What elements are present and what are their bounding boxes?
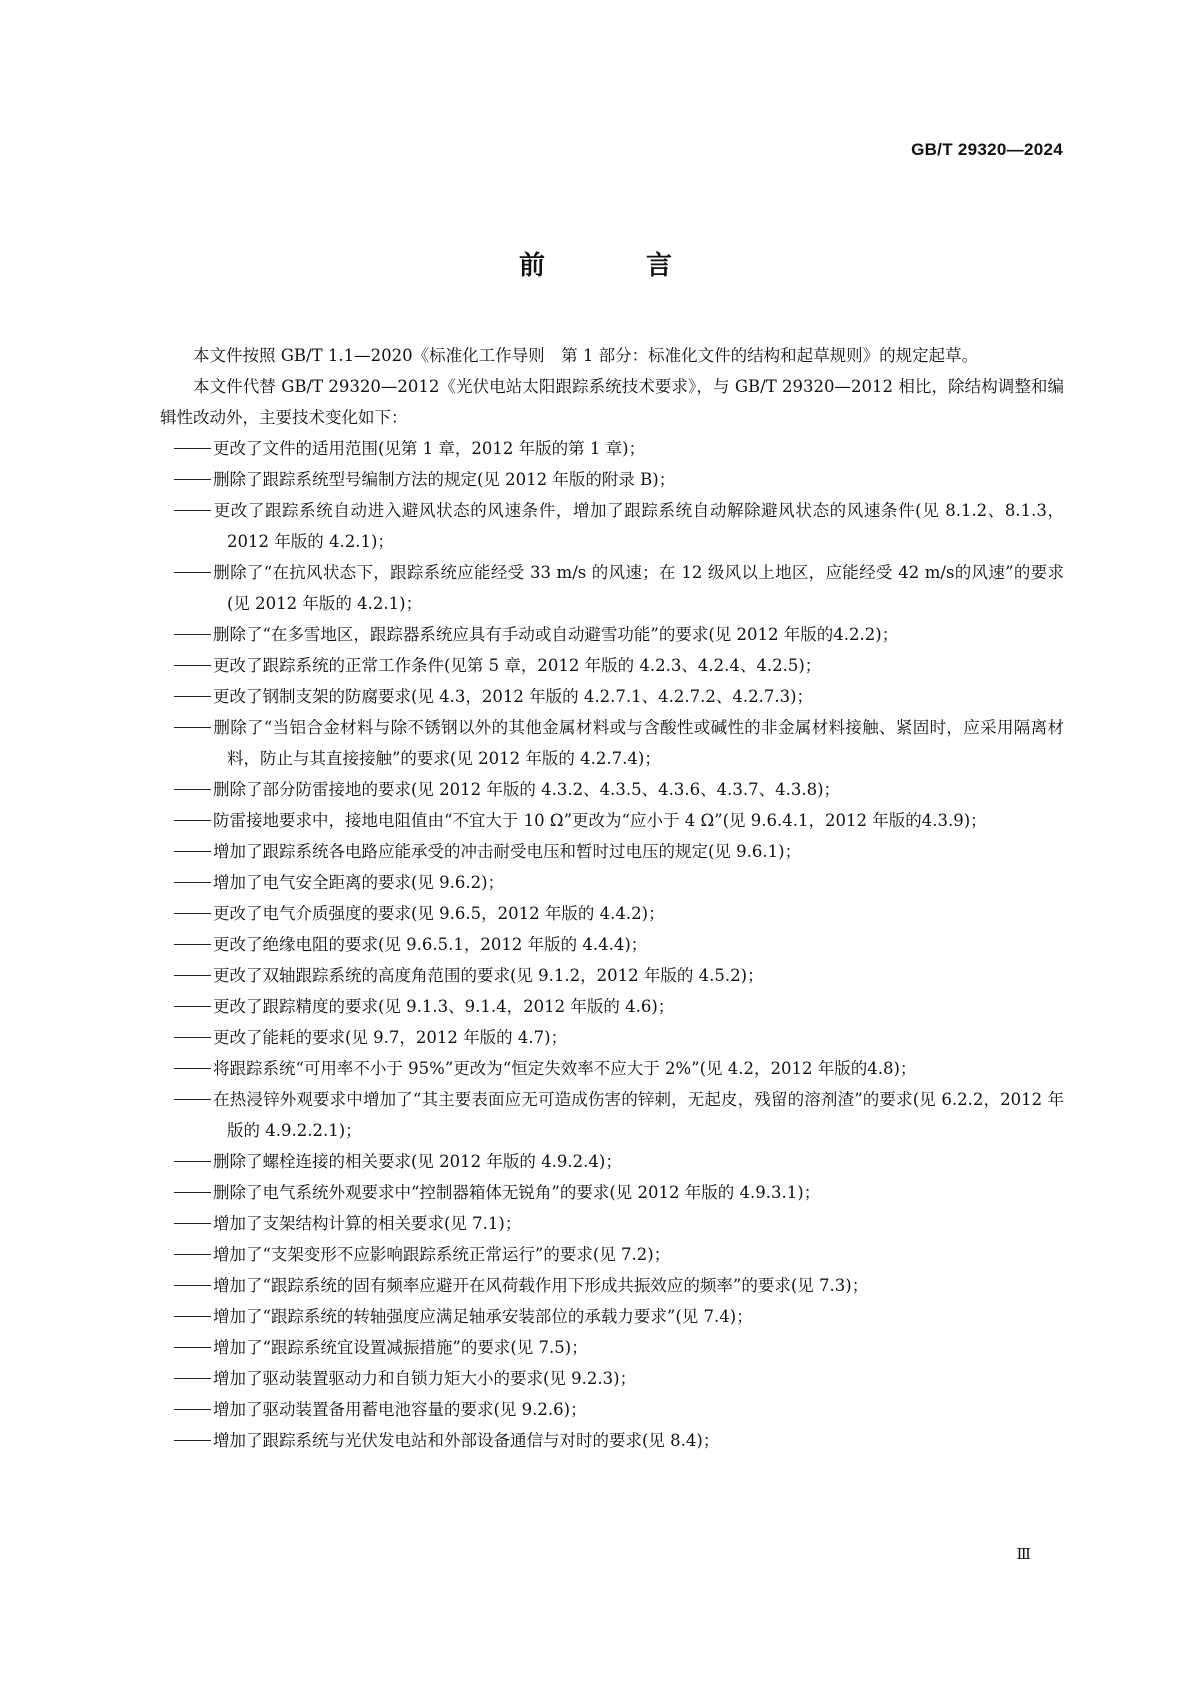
list-item-text: 更改了能耗的要求(见 9.7，2012 年版的 4.7)； xyxy=(213,1028,568,1047)
list-item-text: 增加了电气安全距离的要求(见 9.6.2)； xyxy=(213,873,505,892)
em-dash-marker xyxy=(174,1161,211,1162)
list-item-text: 增加了“跟踪系统的固有频率应避开在风荷载作用下形成共振效应的频率”的要求(见 7.3)； xyxy=(213,1276,869,1295)
list-item xyxy=(160,1394,1064,1425)
list-item-text: 删除了“在抗风状态下，跟踪系统应能经受 33 m/s 的风速；在 12 级风以上地区，应能经受 42 m/s的风速”的要求(见 2012 年版的 4.2.1)； xyxy=(213,563,1064,613)
em-dash-marker xyxy=(174,913,211,914)
list-item xyxy=(160,774,1064,805)
list-item xyxy=(160,960,1064,991)
em-dash-marker xyxy=(174,1440,211,1441)
list-item xyxy=(160,1239,1064,1270)
list-item-text: 更改了双轴跟踪系统的高度角范围的要求(见 9.1.2，2012 年版的 4.5.2)； xyxy=(213,966,764,985)
list-item-text: 更改了绝缘电阻的要求(见 9.6.5.1，2012 年版的 4.4.4)； xyxy=(213,935,648,954)
preface-body xyxy=(160,340,1064,1456)
list-item xyxy=(160,1084,1064,1146)
em-dash-marker xyxy=(174,1316,211,1317)
list-item-text: 更改了钢制支架的防腐要求(见 4.3，2012 年版的 4.2.7.1、4.2.7.2、4.2.7.3)； xyxy=(213,687,814,706)
em-dash-marker xyxy=(174,882,211,883)
list-item-text: 删除了螺栓连接的相关要求(见 2012 年版的 4.9.2.4)； xyxy=(213,1152,622,1171)
em-dash-marker xyxy=(174,1099,211,1100)
paragraph-drafting-basis: 本文件按照 GB/T 1.1—2020《标准化工作导则 第 1 部分：标准化文件的结构和起草规则》的规定起草。 xyxy=(193,346,979,365)
list-item-text: 更改了电气介质强度的要求(见 9.6.5，2012 年版的 4.4.2)； xyxy=(213,904,665,923)
em-dash-marker xyxy=(174,1285,211,1286)
em-dash-marker xyxy=(174,851,211,852)
list-item xyxy=(160,898,1064,929)
list-item-text: 更改了跟踪系统自动进入避风状态的风速条件，增加了跟踪系统自动解除避风状态的风速条件(见 8.1.2、8.1.3，2012 年版的 4.2.1)； xyxy=(213,501,1064,551)
page-number: Ⅲ xyxy=(1016,1545,1031,1563)
paragraph-replacement-note: 本文件代替 GB/T 29320—2012《光伏电站太阳跟踪系统技术要求》，与 GB/T 29320—2012 相比，除结构调整和编辑性改动外，主要技术变化如下： xyxy=(160,377,1064,427)
em-dash-marker xyxy=(174,1192,211,1193)
list-item xyxy=(160,991,1064,1022)
em-dash-marker xyxy=(174,448,211,449)
list-item xyxy=(160,681,1064,712)
em-dash-marker xyxy=(174,944,211,945)
list-item-text: 删除了“当铝合金材料与除不锈钢以外的其他金属材料或与含酸性或碱性的非金属材料接触、紧固时，应采用隔离材料，防止与其直接接触”的要求(见 2012 年版的 4.2.7.4)； xyxy=(213,718,1064,768)
list-item xyxy=(160,1022,1064,1053)
list-item-text: 增加了跟踪系统各电路应能承受的冲击耐受电压和暂时过电压的规定(见 9.6.1)； xyxy=(213,842,802,861)
list-item xyxy=(160,1208,1064,1239)
list-item-text: 删除了“在多雪地区，跟踪器系统应具有手动或自动避雪功能”的要求(见 2012 年版的4.2.2)； xyxy=(213,625,899,644)
list-item-text: 将跟踪系统“可用率不小于 95%”更改为“恒定失效率不应大于 2%”(见 4.2，2012 年版的4.8)； xyxy=(213,1059,917,1078)
list-item-text: 更改了文件的适用范围(见第 1 章，2012 年版的第 1 章)； xyxy=(213,439,646,458)
list-item-text: 更改了跟踪精度的要求(见 9.1.3、9.1.4，2012 年版的 4.6)； xyxy=(213,997,675,1016)
list-item-text: 增加了支架结构计算的相关要求(见 7.1)； xyxy=(213,1214,522,1233)
list-item-text: 更改了跟踪系统的正常工作条件(见第 5 章，2012 年版的 4.2.3、4.2.4、4.2.5)； xyxy=(213,656,822,675)
list-item xyxy=(160,495,1064,557)
em-dash-marker xyxy=(174,1254,211,1255)
list-item-text: 在热浸锌外观要求中增加了“其主要表面应无可造成伤害的锌刺，无起皮，残留的溶剂渣”的要求(见 6.2.2，2012 年版的 4.9.2.2.1)； xyxy=(213,1090,1064,1140)
list-item xyxy=(160,650,1064,681)
list-item xyxy=(160,433,1064,464)
list-item xyxy=(160,1270,1064,1301)
em-dash-marker xyxy=(174,479,211,480)
em-dash-marker xyxy=(174,510,211,511)
em-dash-marker xyxy=(174,1409,211,1410)
em-dash-marker xyxy=(174,696,211,697)
list-item xyxy=(160,1332,1064,1363)
em-dash-marker xyxy=(174,975,211,976)
list-item-text: 增加了“跟踪系统的转轴强度应满足轴承安装部位的承载力要求”(见 7.4)； xyxy=(213,1307,753,1326)
list-item-text: 删除了跟踪系统型号编制方法的规定(见 2012 年版的附录 B)； xyxy=(213,470,676,489)
em-dash-marker xyxy=(174,1223,211,1224)
list-item xyxy=(160,557,1064,619)
list-item xyxy=(160,1146,1064,1177)
list-item xyxy=(160,867,1064,898)
list-item-text: 增加了“支架变形不应影响跟踪系统正常运行”的要求(见 7.2)； xyxy=(213,1245,671,1264)
list-item-text: 增加了驱动装置备用蓄电池容量的要求(见 9.2.6)； xyxy=(213,1400,587,1419)
em-dash-marker xyxy=(174,1037,211,1038)
list-item xyxy=(160,1053,1064,1084)
em-dash-marker xyxy=(174,789,211,790)
list-item-text: 增加了跟踪系统与光伏发电站和外部设备通信与对时的要求(见 8.4)； xyxy=(213,1431,720,1450)
list-item xyxy=(160,929,1064,960)
em-dash-marker xyxy=(174,1006,211,1007)
list-item xyxy=(160,805,1064,836)
em-dash-marker xyxy=(174,820,211,821)
em-dash-marker xyxy=(174,1068,211,1069)
list-item-text: 删除了部分防雷接地的要求(见 2012 年版的 4.3.2、4.3.5、4.3.6、4.3.7、4.3.8)； xyxy=(213,780,841,799)
em-dash-marker xyxy=(174,727,211,728)
list-item xyxy=(160,1363,1064,1394)
list-item xyxy=(160,1301,1064,1332)
list-item xyxy=(160,1425,1064,1456)
technical-changes-list xyxy=(160,433,1064,1456)
em-dash-marker xyxy=(174,665,211,666)
list-item xyxy=(160,1177,1064,1208)
page-title: 前 言 xyxy=(518,251,719,281)
em-dash-marker xyxy=(174,1347,211,1348)
document-number: GB/T 29320—2024 xyxy=(911,140,1063,159)
list-item xyxy=(160,712,1064,774)
list-item-text: 增加了“跟踪系统宜设置减振措施”的要求(见 7.5)； xyxy=(213,1338,588,1357)
list-item-text: 增加了驱动装置驱动力和自锁力矩大小的要求(见 9.2.3)； xyxy=(213,1369,637,1388)
list-item xyxy=(160,836,1064,867)
list-item-text: 防雷接地要求中，接地电阻值由“不宜大于 10 Ω”更改为“应小于 4 Ω”(见 9.6.4.1，2012 年版的4.3.9)； xyxy=(213,811,987,830)
em-dash-marker xyxy=(174,572,211,573)
em-dash-marker xyxy=(174,1378,211,1379)
list-item xyxy=(160,619,1064,650)
list-item xyxy=(160,464,1064,495)
em-dash-marker xyxy=(174,634,211,635)
list-item-text: 删除了电气系统外观要求中“控制器箱体无锐角”的要求(见 2012 年版的 4.9.3.1)； xyxy=(213,1183,821,1202)
